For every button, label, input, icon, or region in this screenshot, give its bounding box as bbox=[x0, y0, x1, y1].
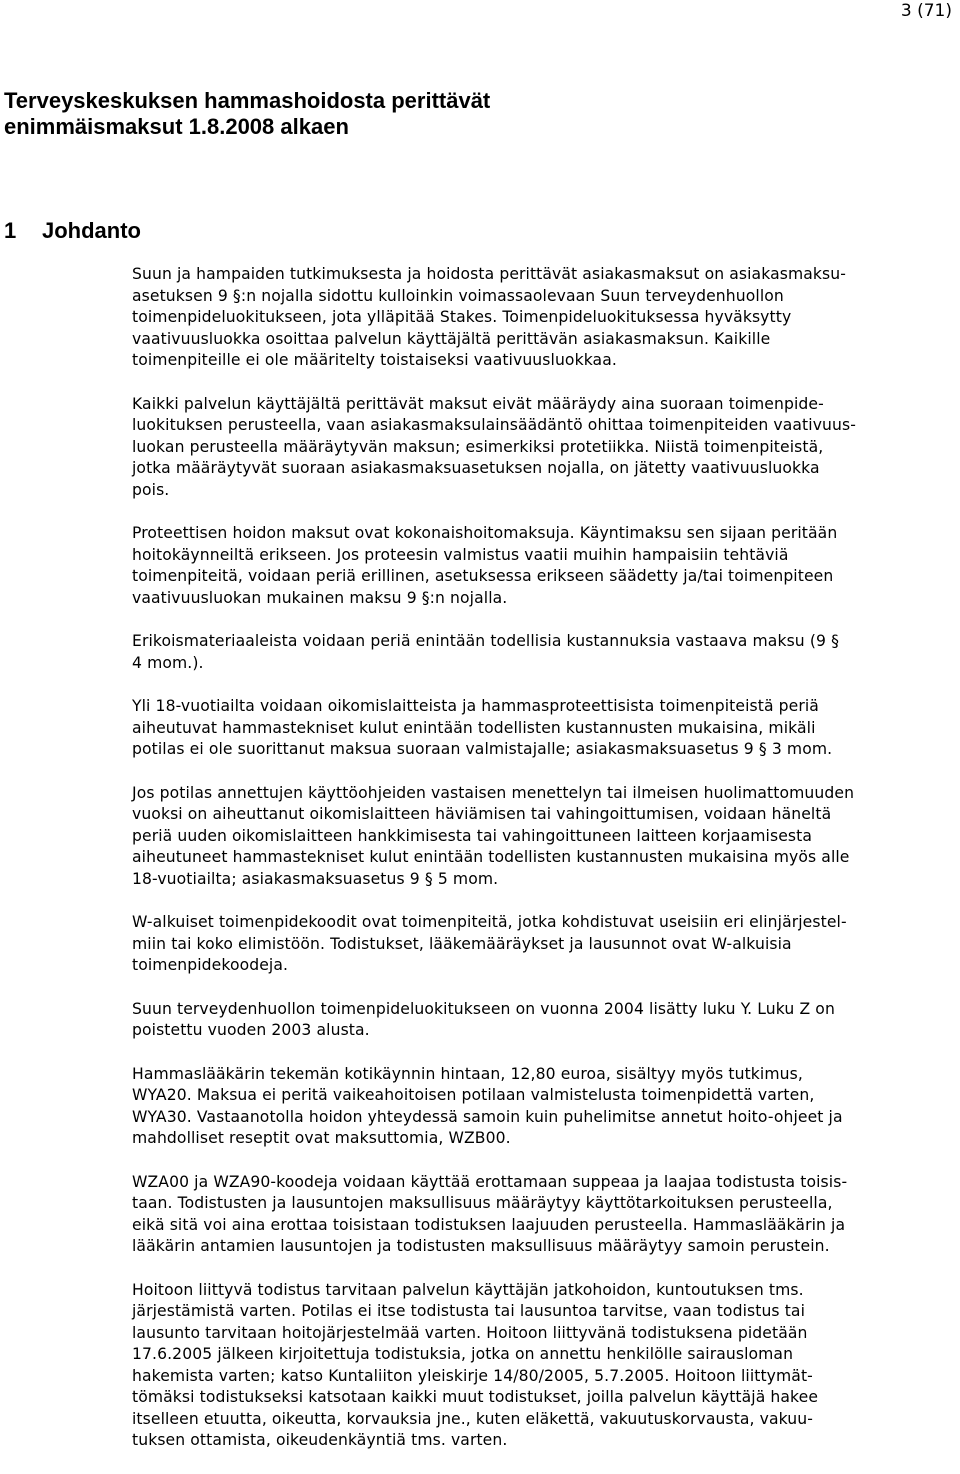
paragraph-line: mahdolliset reseptit ovat maksuttomia, WZB00. bbox=[132, 1129, 511, 1147]
paragraph-line: tuksen ottamista, oikeudenkäyntiä tms. varten. bbox=[132, 1431, 508, 1449]
paragraph-line: W-alkuiset toimenpidekoodit ovat toimenpiteitä, jotka kohdistuvat useisiin eri elinjärjestel- bbox=[132, 913, 847, 931]
paragraph-line: WYA20. Maksua ei peritä vaikeahoitoisen potilaan valmistelusta toimenpidettä varten, bbox=[132, 1086, 815, 1104]
paragraph-line: Erikoismateriaaleista voidaan periä enintään todellisia kustannuksia vastaava maksu (9 § bbox=[132, 632, 840, 650]
paragraph-line: vaativuusluokka osoittaa palvelun käyttäjältä perittävän asiakasmaksun. Kaikille bbox=[132, 329, 771, 348]
paragraph-line: Suun ja hampaiden tutkimuksesta ja hoidosta perittävät asiakasmaksut on asiakasmaksu- bbox=[132, 265, 846, 283]
paragraph bbox=[132, 631, 958, 674]
paragraph-line: toimenpidekoodeja. bbox=[132, 956, 289, 974]
paragraph-line: eikä sitä voi aina erottaa toisistaan todistuksen laajuuden perusteella. Hammaslääkärin ja bbox=[132, 1215, 846, 1234]
paragraph-line: toimenpiteille ei ole määritelty toistaiseksi vaativuusluokkaa. bbox=[132, 351, 617, 369]
paragraph-line: poistettu vuoden 2003 alusta. bbox=[132, 1021, 370, 1039]
paragraph-line: Hoitoon liittyvä todistus tarvitaan palvelun käyttäjän jatkohoidon, kuntoutuksen tms. bbox=[132, 1280, 804, 1299]
paragraph-line: toimenpideluokitukseen, jota ylläpitää Stakes. Toimenpideluokituksessa hyväksytty bbox=[132, 308, 792, 326]
paragraph-line: aiheutuvat hammastekniset kulut enintään todellisten kustannusten mukaisina, mikäli bbox=[132, 718, 816, 737]
paragraph-line: tömäksi todistukseksi katsotaan kaikki muut todistukset, joilla palvelun käyttäjä hakee bbox=[132, 1388, 819, 1406]
paragraph-line: Hammaslääkärin tekemän kotikäynnin hintaan, 12,80 euroa, sisältyy myös tutkimus, bbox=[132, 1064, 803, 1083]
paragraph-line: asetuksen 9 §:n nojalla sidottu kulloinkin voimassaolevaan Suun terveydenhuollon bbox=[132, 286, 784, 305]
paragraph-line: hoitokäynneiltä erikseen. Jos proteesin valmistus vaatii muihin hampaisiin tehtäviä bbox=[132, 545, 789, 564]
paragraph-line: Suun terveydenhuollon toimenpideluokitukseen on vuonna 2004 lisätty luku Y. Luku Z on bbox=[132, 999, 835, 1018]
paragraph-line: luokan perusteella määräytyvän maksun; esimerkiksi protetiikka. Niistä toimenpiteistä, bbox=[132, 437, 824, 456]
paragraph-line: taan. Todistusten ja lausuntojen maksullisuus määräytyy käyttötarkoituksen perusteella, bbox=[132, 1194, 833, 1212]
document-title-line: Terveyskeskuksen hammashoidosta perittävät bbox=[4, 88, 491, 113]
paragraph bbox=[132, 523, 958, 609]
paragraph-line: aiheutuneet hammastekniset kulut enintään todellisten kustannusten mukaisina myös alle bbox=[132, 848, 850, 866]
paragraph-line: 4 mom.). bbox=[132, 653, 204, 672]
paragraph-line: pois. bbox=[132, 480, 170, 499]
paragraph-line: 18-vuotiailta; asiakasmaksuasetus 9 § 5 mom. bbox=[132, 869, 499, 888]
paragraph-line: toimenpiteitä, voidaan periä erillinen, asetuksessa erikseen säädetty ja/tai toimenpiteen bbox=[132, 567, 834, 585]
paragraph bbox=[132, 264, 958, 372]
page-number: 3 (71) bbox=[900, 1, 952, 21]
document-title-line: enimmäismaksut 1.8.2008 alkaen bbox=[4, 114, 349, 139]
paragraph-line: luokituksen perusteella, vaan asiakasmaksulainsäädäntö ohittaa toimenpiteiden vaativuus- bbox=[132, 416, 856, 434]
document-title bbox=[4, 88, 704, 140]
section-number: 1 bbox=[4, 218, 17, 243]
paragraph bbox=[132, 912, 958, 977]
paragraph bbox=[132, 783, 958, 891]
paragraph-line: Proteettisen hoidon maksut ovat kokonaishoitomaksuja. Käyntimaksu sen sijaan peritään bbox=[132, 524, 838, 542]
paragraph-line: jotka määräytyvät suoraan asiakasmaksuasetuksen nojalla, on jätetty vaativuusluokka bbox=[132, 459, 820, 477]
paragraph-line: vaativuusluokan mukainen maksu 9 §:n nojalla. bbox=[132, 588, 508, 607]
section-title: Johdanto bbox=[42, 218, 141, 243]
paragraph-line: järjestämistä varten. Potilas ei itse todistusta tai lausuntoa tarvitse, vaan todistus tai bbox=[132, 1302, 806, 1320]
paragraph bbox=[132, 394, 958, 502]
paragraph bbox=[132, 1172, 958, 1258]
paragraph-line: Yli 18-vuotiailta voidaan oikomislaitteista ja hammasproteettisista toimenpiteistä periä bbox=[132, 697, 819, 715]
paragraph bbox=[132, 696, 958, 761]
paragraph-line: vuoksi on aiheuttanut oikomislaitteen häviämisen tai vahingoittumisen, voidaan häneltä bbox=[132, 805, 832, 823]
paragraph-line: WYA30. Vastaanotolla hoidon yhteydessä samoin kuin puhelimitse annetut hoito-ohjeet ja bbox=[132, 1107, 843, 1126]
paragraph bbox=[132, 999, 958, 1042]
paragraph-line: periä uuden oikomislaitteen hankkimisesta tai vahingoittuneen laitteen korjaamisesta bbox=[132, 826, 812, 845]
paragraph-line: lausunto tarvitaan hoitojärjestelmää varten. Hoitoon liittyvänä todistuksena pidetään bbox=[132, 1323, 808, 1342]
paragraph bbox=[132, 1280, 958, 1452]
paragraph-line: lääkärin antamien lausuntojen ja todistusten maksullisuus määräytyy samoin perustein. bbox=[132, 1237, 830, 1255]
paragraph-line: miin tai koko elimistöön. Todistukset, lääkemääräykset ja lausunnot ovat W-alkuisia bbox=[132, 934, 792, 953]
paragraph-line: 17.6.2005 jälkeen kirjoitettuja todistuksia, jotka on annettu henkilölle sairausloman bbox=[132, 1345, 794, 1363]
paragraph-line: hakemista varten; katso Kuntaliiton yleiskirje 14/80/2005, 5.7.2005. Hoitoon liittymät- bbox=[132, 1366, 813, 1385]
body-text bbox=[132, 264, 958, 1474]
paragraph-line: Kaikki palvelun käyttäjältä perittävät maksut eivät määräydy aina suoraan toimenpide- bbox=[132, 394, 824, 413]
paragraph-line: Jos potilas annettujen käyttöohjeiden vastaisen menettelyn tai ilmeisen huolimattomuuden bbox=[132, 783, 855, 802]
section-heading bbox=[4, 218, 141, 244]
paragraph-line: WZA00 ja WZA90-koodeja voidaan käyttää erottamaan suppeaa ja laajaa todistusta toisis- bbox=[132, 1172, 848, 1191]
paragraph bbox=[132, 1064, 958, 1150]
paragraph-line: itselleen etuutta, oikeutta, korvauksia jne., kuten eläkettä, vakuutuskorvausta, vakuu- bbox=[132, 1409, 814, 1428]
paragraph-line: potilas ei ole suorittanut maksua suoraan valmistajalle; asiakasmaksuasetus 9 § 3 mom. bbox=[132, 740, 833, 758]
